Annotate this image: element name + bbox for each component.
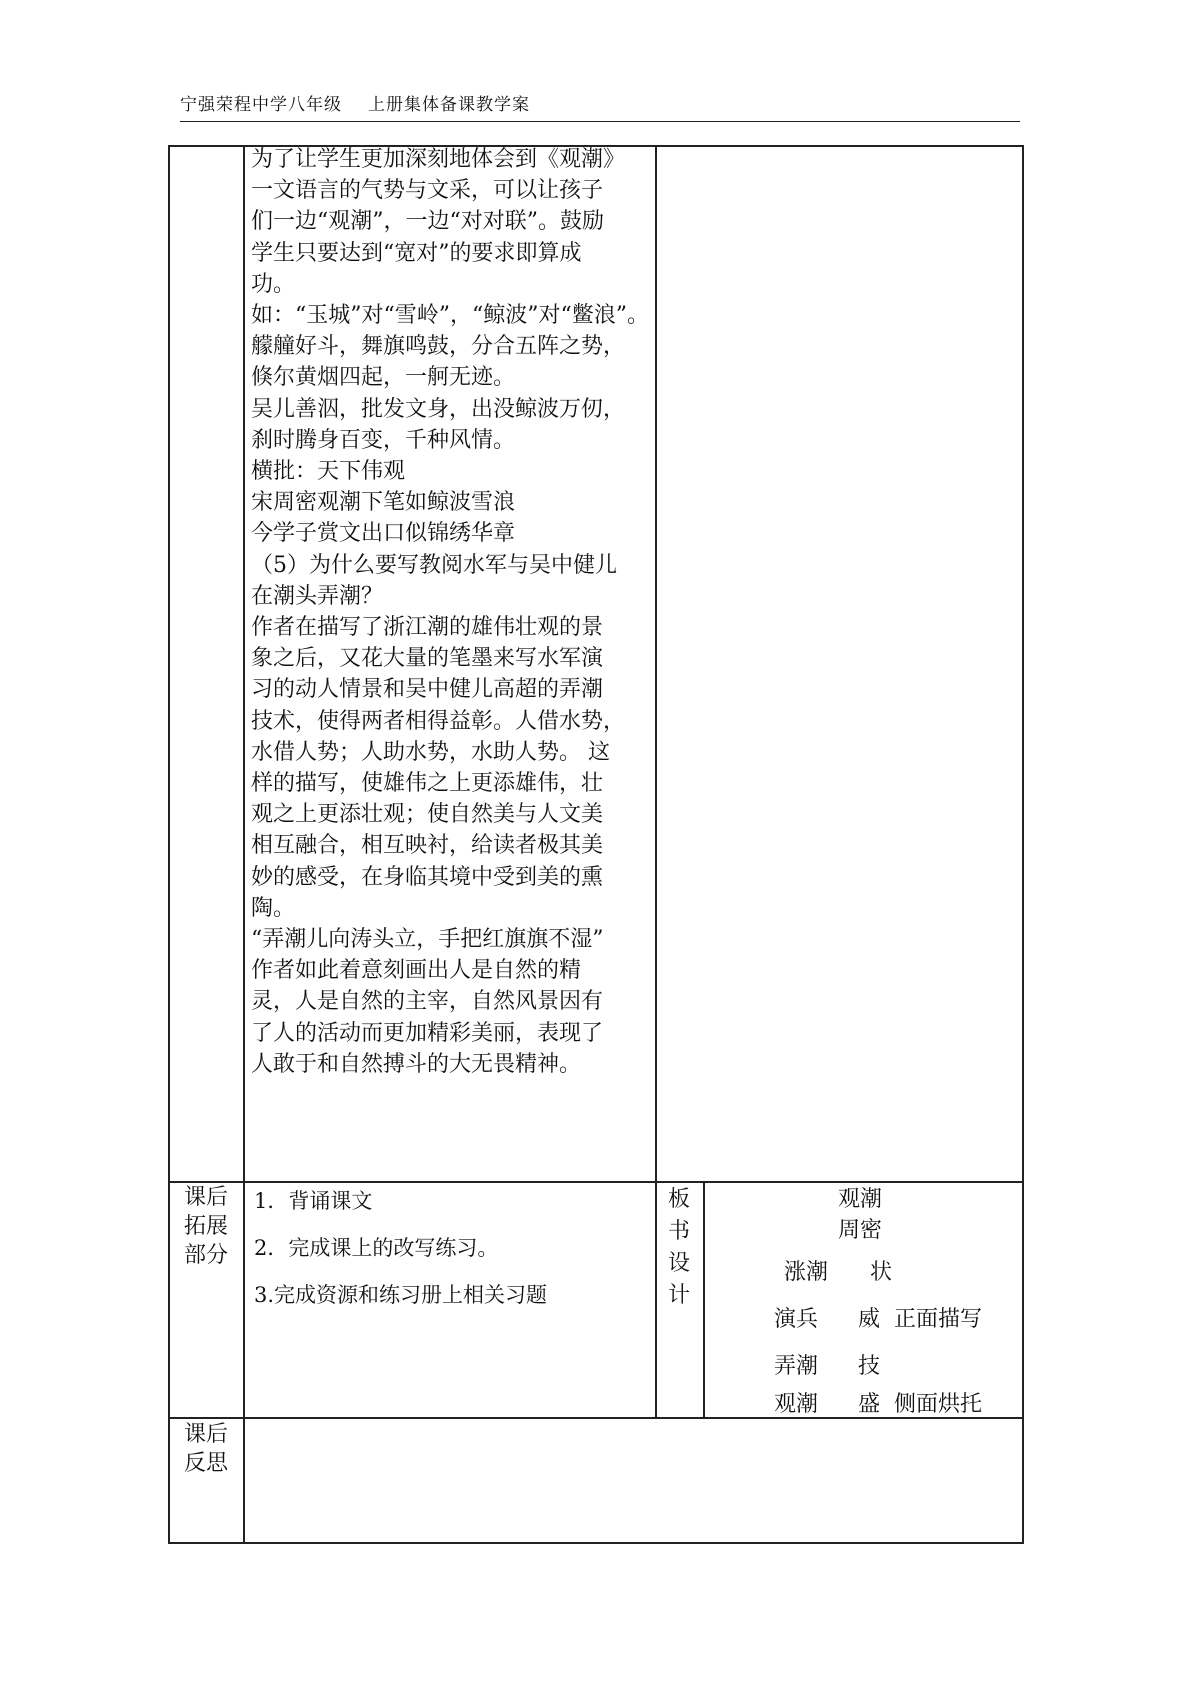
list-item: 3.完成资源和练习册上相关习题 [254, 1283, 548, 1307]
content-line: 艨艟好斗，舞旗鸣鼓，分合五阵之势， [251, 334, 626, 360]
board-row-right: 侧面烘托 [894, 1392, 983, 1417]
board-row-mid: 状 [870, 1260, 893, 1285]
extension-label: 课后 拓展 部分 [183, 1185, 228, 1268]
content-line: 吴儿善泅，批发文身，出没鲸波万仞， [251, 396, 626, 422]
content-line: 了人的活动而更加精彩美丽，表现了 [251, 1020, 604, 1046]
header-school: 宁强荣程中学八年级 [180, 95, 342, 115]
list-item: 1．背诵课文 [254, 1189, 373, 1213]
content-line: 陶。 [251, 895, 296, 921]
content-line: 水借人势；人助水势，水助人势。 这 [251, 739, 610, 765]
content-line: 习的动人情景和吴中健儿高超的弄潮 [251, 677, 604, 703]
content-line: “弄潮儿向涛头立，手把红旗旗不湿” [251, 927, 604, 953]
content-line: 们一边“观潮”，一边“对对联”。鼓励 [251, 209, 604, 235]
board-row-left: 涨潮 [784, 1260, 829, 1285]
content-line: 观之上更添壮观；使自然美与人文美 [251, 802, 604, 828]
extension-task-list [254, 1185, 547, 1326]
content-line: 宋周密观潮下笔如鲸波雪浪 [251, 490, 516, 516]
content-line: 技术，使得两者相得益彰。人借水势， [251, 708, 626, 734]
content-line: （5）为什么要写教阅水军与吴中健儿 [251, 552, 617, 578]
content-line: 样的描写，使雄伟之上更添雄伟，壮 [251, 771, 604, 797]
board-row-left: 观潮 [774, 1392, 819, 1417]
content-line: 为了让学生更加深刻地体会到《观潮》 [251, 147, 626, 172]
board-author: 周密 [838, 1218, 883, 1243]
content-line: 今学子赏文出口似锦绣华章 [251, 521, 516, 547]
content-line: 如：“玉城”对“雪岭”，“鲸波”对“鳖浪”。 [251, 303, 649, 329]
content-line: 在潮头弄潮？ [251, 583, 384, 609]
content-line: 象之后，又花大量的笔墨来写水军演 [251, 646, 604, 672]
board-row-left: 弄潮 [774, 1354, 819, 1379]
content-line: 横批：天下伟观 [251, 459, 406, 485]
header-subject: 上册集体备课教学案 [368, 95, 530, 115]
board-row-mid: 技 [858, 1354, 881, 1379]
board-row-mid: 盛 [858, 1392, 881, 1417]
reflection-label: 课后 反思 [183, 1422, 228, 1476]
content-line: 学生只要达到“宽对”的要求即算成 [251, 240, 582, 266]
page-header [180, 90, 1020, 122]
board-row-left: 演兵 [774, 1307, 819, 1332]
content-line: 作者如此着意刻画出人是自然的精 [251, 958, 582, 984]
content-line: 倏尔黄烟四起，一舸无迹。 [251, 365, 516, 391]
board-title: 观潮 [838, 1187, 883, 1212]
content-line: 功。 [251, 271, 296, 297]
content-line: 妙的感受，在身临其境中受到美的熏 [251, 864, 604, 890]
content-line: 刹时腾身百变，千种风情。 [251, 427, 516, 453]
content-line: 人敢于和自然搏斗的大无畏精神。 [251, 1051, 582, 1077]
board-row-right: 正面描写 [894, 1307, 983, 1332]
board-row-mid: 威 [858, 1307, 881, 1332]
content-line: 灵，人是自然的主宰，自然风景因有 [251, 989, 604, 1015]
content-line: 一文语言的气势与文采，可以让孩子 [251, 178, 604, 204]
content-line: 相互融合，相互映衬，给读者极其美 [251, 833, 604, 859]
board-design-label: 板 书 设 计 [667, 1187, 690, 1308]
lesson-content [251, 144, 656, 1080]
list-item: 2．完成课上的改写练习。 [254, 1236, 499, 1260]
content-line: 作者在描写了浙江潮的雄伟壮观的景 [251, 615, 604, 641]
